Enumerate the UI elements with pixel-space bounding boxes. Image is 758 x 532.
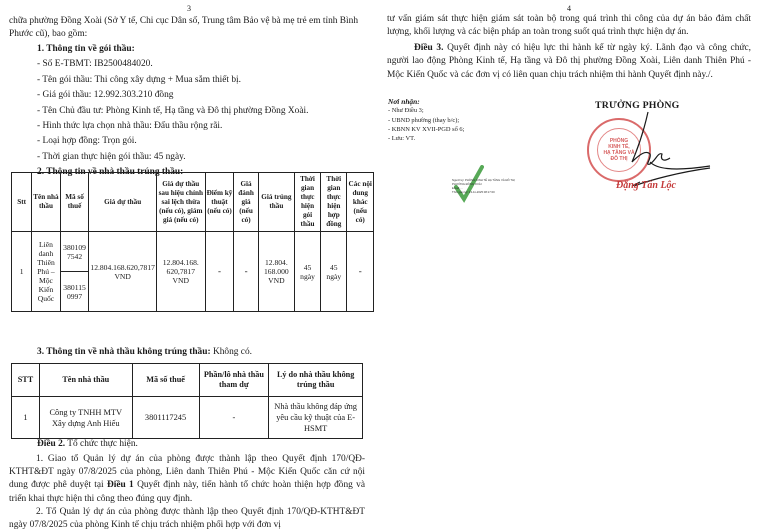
stamp-text: ĐÔ THỊ (610, 156, 628, 162)
esig-line: Email: ... (452, 186, 463, 190)
col-header: Giá trúng thầu (258, 173, 294, 232)
page-number: 3 (187, 4, 191, 13)
cell-eval-price: - (234, 232, 258, 312)
col-header: Thời gian thực hiện gói thầu (294, 173, 320, 232)
col-header: Điểm kỹ thuật (nếu có) (205, 173, 234, 232)
cell-adjusted-price: 12.804.168. 620,7817 VND (156, 232, 205, 312)
table-row (12, 232, 374, 272)
cell-winning-price: 12.804. 168.000 VND (258, 232, 294, 312)
recipient-item: - UBND phường (thay b/c); (388, 116, 460, 124)
cell-stt: 1 (12, 397, 40, 439)
recipients-block (388, 97, 464, 143)
col-header: Stt (12, 173, 32, 232)
package-item: - Giá gói thầu: 12.992.303.210 đồng (37, 90, 174, 101)
cell-tech-score: - (205, 232, 234, 312)
esig-line: Người ký: PHÒNG KINH TẾ HẠ TẦNG VÀ ĐÔ THỊ (452, 178, 515, 182)
col-header: Mã số thuế (60, 173, 89, 232)
document-page-3 (0, 0, 378, 532)
col-header: Tên nhà thầu (39, 364, 132, 397)
text: 1. Giao tổ Quản lý dự án của phòng được thành lập theo Quyết định 170/QĐ-KTHT&ĐT ngày 07/8/2025 của phòng, Liên danh Thiên Phú - Mộc Kiến Quốc căn cứ nội dung được phê duyệt tại (9, 454, 365, 491)
esig-line: Thời gian ký: 13-11-2025 08:17:00 (452, 190, 495, 194)
article-text: Quyết định này có hiệu lực thi hành kể từ ngày ký. Lãnh đạo và công chức, người lao động Phòng Kinh tế, Hạ tầng và Đô thị phường Đồng Xoài, Liên danh Thiên Phú - Mộc Kiến Quốc và các đơn vị có liên quan chịu trách nhiệm thi hành Quyết định này./. (387, 43, 751, 80)
section-heading: 1. Thông tin về gói thầu: (37, 44, 135, 54)
package-item: - Tên gói thầu: Thi công xây dựng + Mua sắm thiết bị. (37, 74, 242, 85)
cell-tax-id-2: 380115 0997 (60, 272, 89, 312)
recipient-item: - KBNN KV XVII-PGD số 6; (388, 125, 465, 133)
col-header: Thời gian thực hiện hợp đồng (321, 173, 347, 232)
section-package-info (37, 42, 308, 181)
digital-signature-text (452, 178, 515, 194)
article-label: Điều 3. (414, 43, 444, 53)
text: Quyết định này, tiến hành tổ chức hoàn thiện hợp đồng và triển khai thực hiện thi công theo đúng quy định. (9, 480, 366, 504)
article-label: Điều 2. (37, 439, 66, 449)
cell-tax-id: 3801117245 (132, 397, 199, 439)
cell-bid-price: 12.804.168.620,7817 VND (89, 232, 157, 312)
col-header: Lý do nhà thầu không trúng thầu (269, 364, 363, 397)
recipients-title: Nơi nhận: (388, 97, 420, 106)
cell-package-duration: 45 ngày (294, 232, 320, 312)
stamp-text: HẠ TẦNG VÀ (603, 150, 635, 156)
esig-line: PHƯỜNG ĐỒNG XOÀI (452, 182, 482, 186)
col-header: Các nội dung khác (nếu có) (347, 173, 374, 232)
signer-position: TRƯỞNG PHÒNG (595, 100, 680, 111)
continuation-paragraph: tư vấn giám sát thực hiện giám sát toàn bộ trong quá trình thi công của dự án bảo đảm chất lượng, khối lượng và các biện pháp an toàn trong suốt quá trình thực hiện dự án. (387, 14, 751, 38)
cell-lot: - (199, 397, 269, 439)
col-header: Giá dự thầu (89, 173, 157, 232)
article-title: Tổ chức thực hiện. (65, 439, 138, 449)
cell-tax-id-1: 380109 7542 (60, 232, 89, 272)
heading-suffix: Không có. (210, 347, 252, 357)
stamp-text: PHÒNG (609, 138, 629, 144)
table-header-row (12, 364, 363, 397)
cell-contract-duration: 45 ngày (321, 232, 347, 312)
col-header: STT (12, 364, 40, 397)
winning-bidder-table (11, 172, 374, 312)
col-header: Giá dự thầu sau hiệu chỉnh sai lệch thừa (nếu có), giảm giá (nếu có) (156, 173, 205, 232)
package-item: - Hình thức lựa chọn nhà thầu: Đấu thầu rộng rãi. (37, 121, 223, 132)
col-header: Giá đánh giá (nếu có) (234, 173, 258, 232)
package-item: - Số E-TBMT: IB2500484020. (37, 59, 153, 70)
cell-reason: Nhà thầu không đáp ứng yêu cầu kỹ thuật của E-HSMT (269, 397, 363, 439)
recipient-item: - Như Điều 3; (388, 107, 424, 115)
digital-signature-block (449, 165, 569, 205)
recipient-item: - Lưu: VT. (388, 135, 416, 143)
article-3-paragraph (387, 42, 751, 82)
handwritten-signature (610, 110, 720, 190)
signer-name: Đặng Tấn Lộc (616, 180, 676, 191)
article-reference: Điều 1 (106, 480, 134, 491)
section-losing-bidders-heading (37, 347, 252, 357)
article-2-heading (37, 439, 138, 449)
cell-stt: 1 (12, 232, 32, 312)
table-row (12, 397, 363, 439)
package-item: - Loại hợp đồng: Trọn gói. (37, 136, 137, 147)
package-item: - Thời gian thực hiện gói thầu: 45 ngày. (37, 151, 186, 162)
page-number: 4 (567, 4, 571, 13)
col-header: Tên nhà thầu (32, 173, 61, 232)
losing-bidder-table (11, 363, 363, 439)
stamp-text: KINH TẾ, (608, 144, 630, 150)
article-2-paragraph-1 (9, 453, 365, 506)
package-item: - Tên Chủ đầu tư: Phòng Kinh tế, Hạ tầng và Đô thị phường Đồng Xoài. (37, 105, 309, 116)
cell-name: Liên danh Thiên Phú – Mộc Kiến Quốc (32, 232, 61, 312)
section-heading: 3. Thông tin về nhà thầu không trúng thầu: (37, 347, 211, 357)
cell-name: Công ty TNHH MTV Xây dựng Anh Hiếu (39, 397, 132, 439)
article-2-paragraph-2: 2. Tổ Quản lý dự án của phòng được thành lập theo Quyết định 170/QĐ-KTHT&ĐT ngày 07/8/2025 của phòng Kinh tế chịu trách nhiệm phối hợp với đơn vị (9, 507, 365, 531)
section-heading: 2. Thông tin về nhà thầu trúng thầu: (37, 167, 184, 178)
cell-other: - (347, 232, 374, 312)
intro-paragraph: chữa phường Đồng Xoài (Sở Y tế, Chi cục Dân số, Trung tâm Bảo vệ bà mẹ trẻ em tỉnh Bình Phước cũ), bao gồm: (9, 16, 359, 39)
col-header: Mã số thuế (132, 364, 199, 397)
col-header: Phần/lô nhà thầu tham dự (199, 364, 269, 397)
table-header-row (12, 173, 374, 232)
document-page-4 (380, 0, 758, 532)
